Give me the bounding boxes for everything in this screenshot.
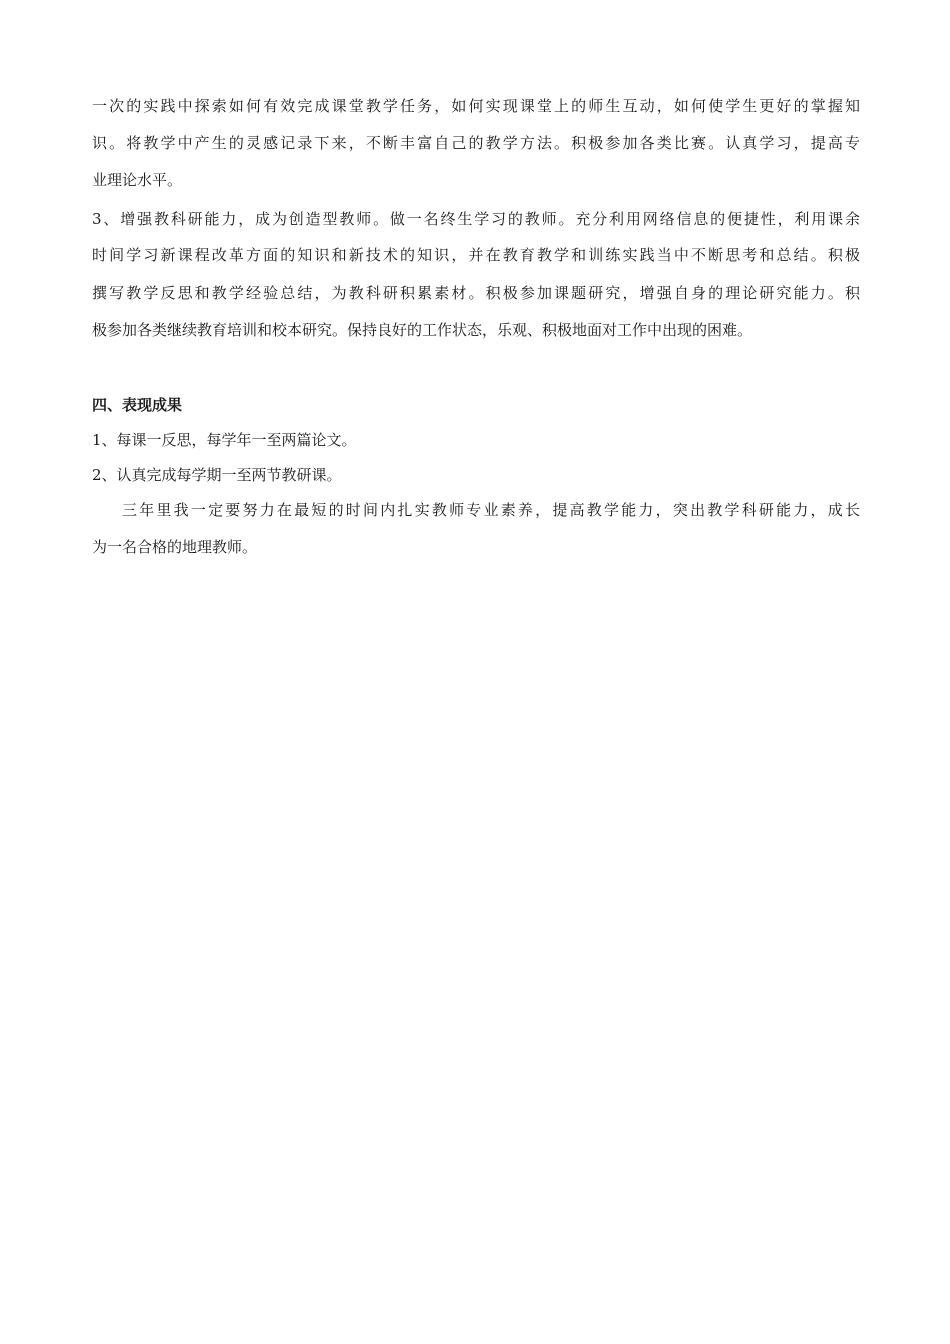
text-line: 一次的实践中探索如何有效完成课堂教学任务，如何实现课堂上的师生互动，如何使学生更好的掌握知 [92, 97, 860, 115]
text-line: 三年里我一定要努力在最短的时间内扎实教师专业素养，提高教学能力，突出教学科研能力，成长 [122, 501, 860, 519]
text-line: 业理论水平。 [92, 171, 183, 189]
text-line: 为一名合格的地理教师。 [92, 538, 258, 556]
section-heading: 四、表现成果 [92, 396, 183, 414]
list-item: 1、每课一反思，每学年一至两篇论文。 [92, 431, 357, 449]
text-line: 撰写教学反思和教学经验总结，为教科研积累素材。积极参加课题研究，增强自身的理论研究能力。积 [92, 284, 860, 302]
text-line: 时间学习新课程改革方面的知识和新技术的知识，并在教育教学和训练实践当中不断思考和总结。积极 [92, 246, 860, 264]
text-line: 3、增强教科研能力，成为创造型教师。做一名终生学习的教师。充分利用网络信息的便捷性，利用课余 [92, 210, 860, 228]
text-line: 极参加各类继续教育培训和校本研究。保持良好的工作状态，乐观、积极地面对工作中出现的困难。 [92, 321, 753, 339]
list-item: 2、认真完成每学期一至两节教研课。 [92, 466, 342, 484]
text-line: 识。将教学中产生的灵感记录下来，不断丰富自己的教学方法。积极参加各类比赛。认真学习，提高专 [92, 134, 860, 152]
